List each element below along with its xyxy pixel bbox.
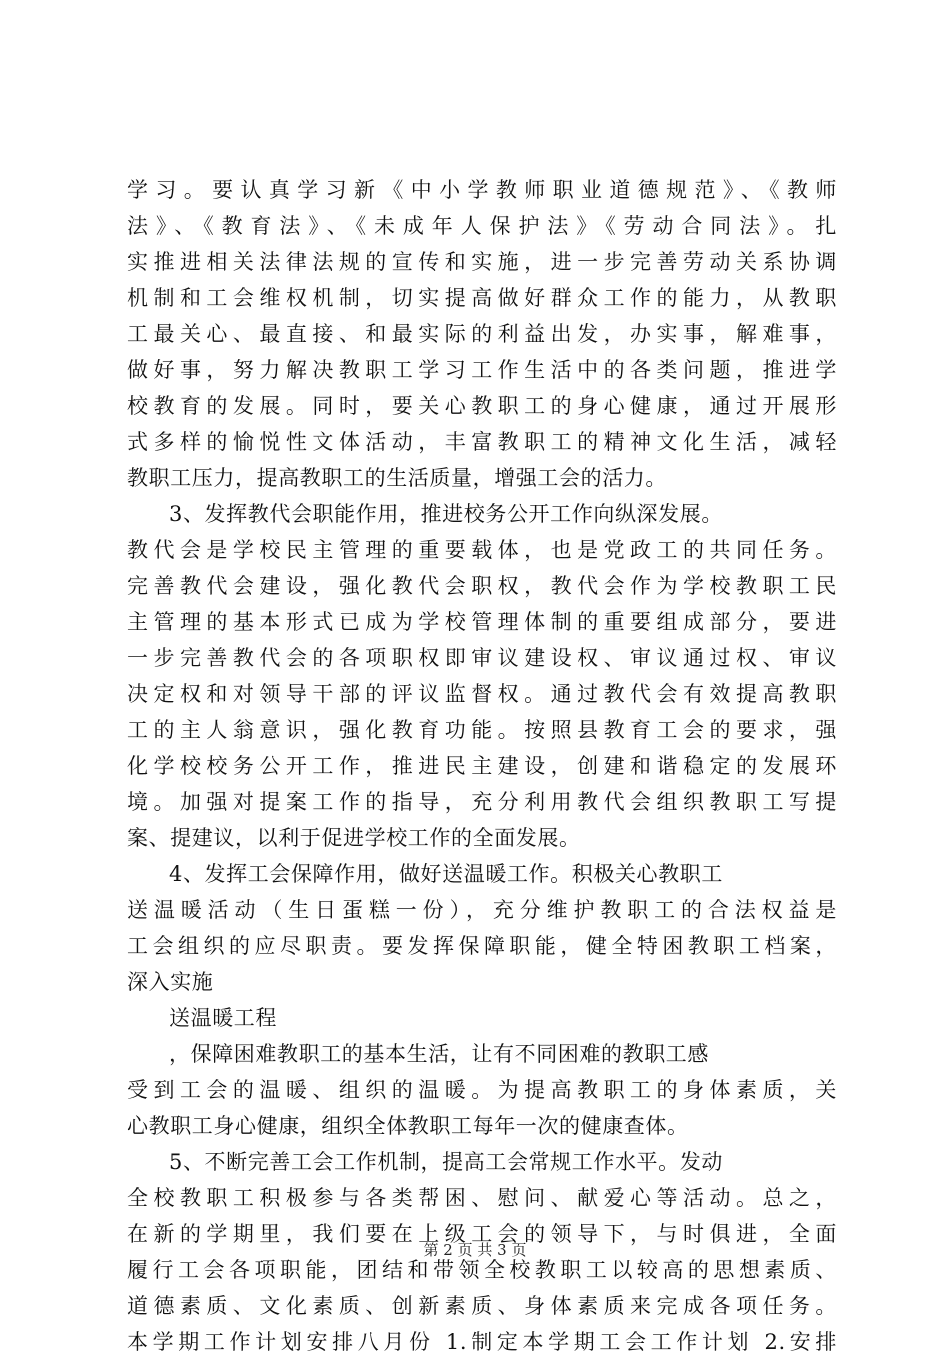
text-line: 3、发挥教代会职能作用，推进校务公开工作向纵深发展。 xyxy=(169,502,723,526)
text-line: 履行工会各项职能，团结和带领全校教职工以较高的思想素质、 xyxy=(127,1258,837,1282)
text-line: 5、不断完善工会工作机制，提高工会常规工作水平。发动 xyxy=(169,1150,723,1174)
text-line: 深入实施 xyxy=(127,970,214,994)
text-line: 在新的学期里，我们要在上级工会的领导下，与时俱进，全面 xyxy=(127,1222,837,1246)
text-line: 受到工会的温暖、组织的温暖。为提高教职工的身体素质，关 xyxy=(127,1078,837,1102)
text-line: 一步完善教代会的各项职权即审议建设权、审议通过权、审议 xyxy=(127,646,837,670)
text-line: 工会组织的应尽职责。要发挥保障职能，健全特困教职工档案， xyxy=(127,934,837,958)
text-line: 做好事，努力解决教职工学习工作生活中的各类问题，推进学 xyxy=(127,358,837,382)
text-line: 学习。要认真学习新《中小学教师职业道德规范》、《教师 xyxy=(127,178,837,202)
text-line: 境。加强对提案工作的指导，充分利用教代会组织教职工写提 xyxy=(127,790,837,814)
text-line: 实推进相关法律法规的宣传和实施，进一步完善劳动关系协调 xyxy=(127,250,837,274)
text-line: 式多样的愉悦性文体活动，丰富教职工的精神文化生活，减轻 xyxy=(127,430,837,454)
text-line: 教职工压力，提高教职工的生活质量，增强工会的活力。 xyxy=(127,466,667,490)
text-line: 法》、《教育法》、《未成年人保护法》《劳动合同法》。扎 xyxy=(127,214,837,238)
text-line: 主管理的基本形式已成为学校管理体制的重要组成部分，要进 xyxy=(127,610,837,634)
text-line: 校教育的发展。同时，要关心教职工的身心健康，通过开展形 xyxy=(127,394,837,418)
text-line: 决定权和对领导干部的评议监督权。通过教代会有效提高教职 xyxy=(127,682,837,706)
text-line: 教代会是学校民主管理的重要载体，也是党政工的共同任务。 xyxy=(127,538,837,562)
text-line: 道德素质、文化素质、创新素质、身体素质来完成各项任务。 xyxy=(127,1294,837,1318)
text-line: 本学期工作计划安排八月份 1.制定本学期工会工作计划 2.安排 xyxy=(127,1330,837,1354)
text-line: 全校教职工积极参与各类帮困、慰问、献爱心等活动。总之， xyxy=(127,1186,837,1210)
text-line: 工的主人翁意识，强化教育功能。按照县教育工会的要求，强 xyxy=(127,718,837,742)
text-line: 送温暖活动（生日蛋糕一份），充分维护教职工的合法权益是 xyxy=(127,898,837,922)
text-line: 送温暖工程 xyxy=(169,1006,277,1030)
text-line: 完善教代会建设，强化教代会职权，教代会作为学校教职工民 xyxy=(127,574,837,598)
text-line: 化学校校务公开工作，推进民主建设，创建和谐稳定的发展环 xyxy=(127,754,837,778)
page-footer: 第 2 页 共 3 页 xyxy=(423,1241,527,1259)
text-line: 心教职工身心健康，组织全体教职工每年一次的健康查体。 xyxy=(127,1114,689,1138)
text-line: 4、发挥工会保障作用，做好送温暖工作。积极关心教职工 xyxy=(169,862,723,886)
text-line: ，保障困难教职工的基本生活，让有不同困难的教职工感 xyxy=(169,1042,709,1066)
text-line: 案、提建议，以利于促进学校工作的全面发展。 xyxy=(127,826,581,850)
text-line: 机制和工会维权机制，切实提高做好群众工作的能力，从教职 xyxy=(127,286,837,310)
text-line: 工最关心、最直接、和最实际的利益出发，办实事，解难事， xyxy=(127,322,837,346)
